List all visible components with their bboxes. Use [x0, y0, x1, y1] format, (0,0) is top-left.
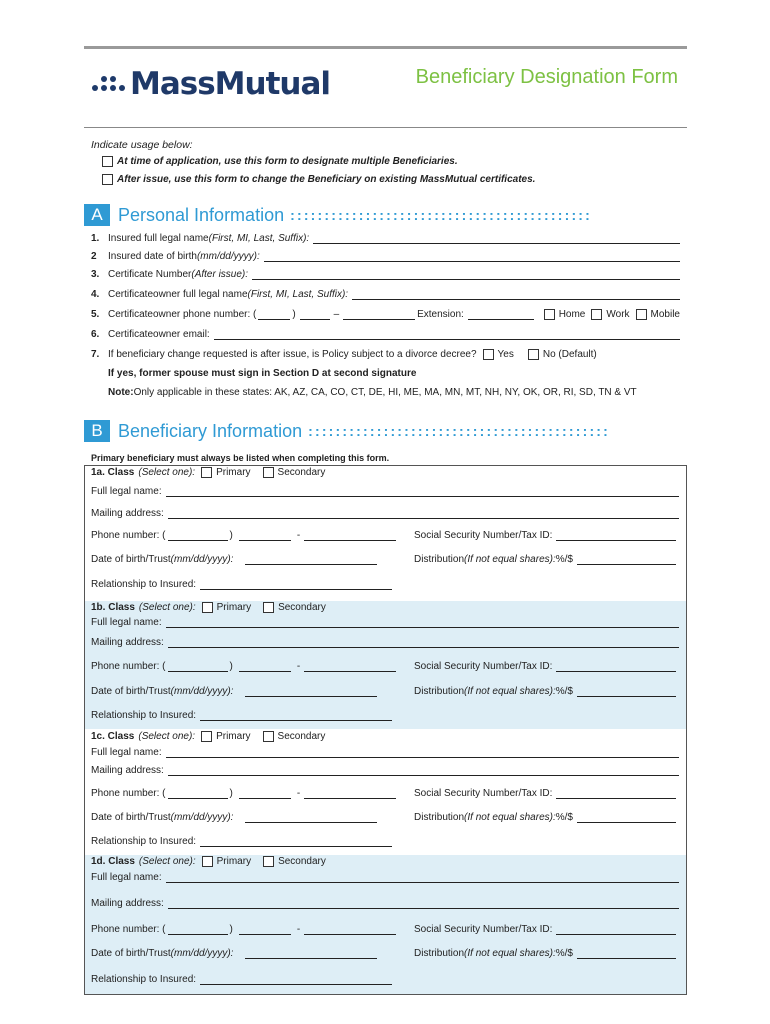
beneficiary-1b-name-input[interactable]: [166, 618, 679, 628]
beneficiary-1c-distribution-input[interactable]: [577, 813, 676, 823]
beneficiary-1d-phone-field: Phone number: ( ) -: [91, 924, 396, 935]
beneficiary-1a-relationship-input[interactable]: [200, 580, 392, 590]
beneficiary-1b-distribution-field: Distribution (If not equal shares): %/$: [414, 686, 676, 697]
logo-wordmark: MassMutual: [130, 66, 331, 102]
usage-after-issue-checkbox[interactable]: [102, 174, 113, 185]
divorce-decree-question: 7. If beneficiary change requested is after issue, is Policy subject to a divorce decree? Yes No (Default): [91, 349, 597, 360]
owner-email-input[interactable]: [214, 330, 680, 340]
beneficiary-1d-name-field: Full legal name:: [91, 872, 679, 883]
beneficiary-1b-dob-input[interactable]: [245, 687, 377, 697]
beneficiary-1a-distribution-field: Distribution (If not equal shares): %/$: [414, 554, 676, 565]
usage-option-application: At time of application, use this form to designate multiple Beneficiaries.: [102, 156, 458, 167]
beneficiary-1d-primary: Primary: [202, 856, 251, 867]
beneficiary-1b-distribution-input[interactable]: [577, 687, 676, 697]
beneficiary-1a-name-field: Full legal name:: [91, 486, 679, 497]
beneficiary-1c-phone-prefix-input[interactable]: [239, 789, 291, 799]
beneficiary-1c-ssn-field: Social Security Number/Tax ID:: [414, 788, 676, 799]
beneficiary-1d-secondary: Secondary: [263, 856, 326, 867]
beneficiary-1d-mailing-field: Mailing address:: [91, 898, 679, 909]
phone-type-mobile: Mobile: [636, 309, 680, 320]
section-b-letter: B: [84, 420, 110, 442]
section-b-title: Beneficiary Information: [118, 420, 303, 441]
phone-work-checkbox[interactable]: [591, 309, 602, 320]
beneficiary-1a-dob-field: Date of birth/Trust (mm/dd/yyyy):: [91, 554, 377, 565]
top-rule: [84, 46, 687, 49]
certificate-number-input[interactable]: [252, 270, 680, 280]
beneficiary-1d-ssn-field: Social Security Number/Tax ID:: [414, 924, 676, 935]
beneficiary-1c-primary: Primary: [201, 731, 250, 742]
section-b-dotted-rule: ::::::::::::::::::::::::::::::::::::::::::::: [308, 423, 611, 439]
beneficiary-1d-distribution-field: Distribution (If not equal shares): %/$: [414, 948, 676, 959]
beneficiary-1b-primary: Primary: [202, 602, 251, 613]
beneficiary-1d-phone-line-input[interactable]: [304, 925, 396, 935]
beneficiary-1b-phone-line-input[interactable]: [304, 662, 396, 672]
beneficiary-1a-ssn-input[interactable]: [556, 531, 676, 541]
beneficiary-1a-phone-area-input[interactable]: [168, 531, 228, 541]
divorce-yes: Yes: [483, 349, 514, 360]
beneficiary-1a-relationship-field: Relationship to Insured:: [91, 579, 392, 590]
beneficiary-1b-phone-prefix-input[interactable]: [239, 662, 291, 672]
beneficiary-1b-secondary-checkbox[interactable]: [263, 602, 274, 613]
beneficiary-1a-phone-prefix-input[interactable]: [239, 531, 291, 541]
phone-type-home: Home: [544, 309, 586, 320]
beneficiary-1d-phone-area-input[interactable]: [168, 925, 228, 935]
beneficiary-1c-distribution-field: Distribution (If not equal shares): %/$: [414, 812, 676, 823]
beneficiary-1b-mailing-input[interactable]: [168, 638, 679, 648]
beneficiary-1c-dob-field: Date of birth/Trust (mm/dd/yyyy):: [91, 812, 377, 823]
beneficiary-1a-class-row: 1a. Class (Select one): Primary Secondary: [91, 467, 326, 478]
section-a-letter: A: [84, 204, 110, 226]
beneficiary-1c-relationship-input[interactable]: [200, 837, 392, 847]
beneficiary-1b-mailing-field: Mailing address:: [91, 637, 679, 648]
beneficiary-1d-primary-checkbox[interactable]: [202, 856, 213, 867]
owner-name-input[interactable]: [352, 290, 680, 300]
beneficiary-1b-phone-area-input[interactable]: [168, 662, 228, 672]
beneficiary-1b-ssn-input[interactable]: [556, 662, 676, 672]
beneficiary-1d-mailing-input[interactable]: [168, 899, 679, 909]
beneficiary-1a-dob-input[interactable]: [245, 555, 377, 565]
beneficiary-1b-ssn-field: Social Security Number/Tax ID:: [414, 661, 676, 672]
beneficiary-1a-mailing-input[interactable]: [168, 509, 679, 519]
beneficiary-1d-distribution-input[interactable]: [577, 949, 676, 959]
insured-name-input[interactable]: [313, 234, 680, 244]
section-a-dotted-rule: ::::::::::::::::::::::::::::::::::::::::::::: [290, 207, 593, 223]
beneficiary-1a-name-input[interactable]: [166, 487, 679, 497]
beneficiary-1a-phone-field: Phone number: ( ) -: [91, 530, 396, 541]
beneficiary-1c-mailing-input[interactable]: [168, 766, 679, 776]
phone-mobile-checkbox[interactable]: [636, 309, 647, 320]
owner-phone-prefix-input[interactable]: [300, 310, 330, 320]
beneficiary-1d-secondary-checkbox[interactable]: [263, 856, 274, 867]
usage-label: Indicate usage below:: [91, 139, 193, 151]
beneficiary-1d-relationship-input[interactable]: [200, 975, 392, 985]
beneficiary-1c-secondary: Secondary: [263, 731, 326, 742]
beneficiary-1b-relationship-field: Relationship to Insured:: [91, 710, 392, 721]
section-a-header: [84, 204, 680, 226]
beneficiary-1a-primary: Primary: [201, 467, 250, 478]
beneficiary-1b-relationship-input[interactable]: [200, 711, 392, 721]
beneficiary-1c-phone-line-input[interactable]: [304, 789, 396, 799]
beneficiary-1b-dob-field: Date of birth/Trust (mm/dd/yyyy):: [91, 686, 377, 697]
beneficiary-1c-name-field: Full legal name:: [91, 747, 679, 758]
beneficiary-1a-primary-checkbox[interactable]: [201, 467, 212, 478]
beneficiary-1d-dob-field: Date of birth/Trust (mm/dd/yyyy):: [91, 948, 377, 959]
form-title: Beneficiary Designation Form: [415, 66, 678, 88]
phone-home-checkbox[interactable]: [544, 309, 555, 320]
insured-dob-field: 2 Insured date of birth (mm/dd/yyyy):: [91, 251, 680, 262]
section-b-header: [84, 420, 694, 442]
beneficiary-1a-mailing-field: Mailing address:: [91, 508, 679, 519]
header-divider: [84, 127, 687, 128]
beneficiary-1a-ssn-field: Social Security Number/Tax ID:: [414, 530, 676, 541]
owner-phone-line-input[interactable]: [343, 310, 415, 320]
beneficiary-1c-class-row: 1c. Class (Select one): Primary Secondary: [91, 731, 326, 742]
usage-option-after-issue: After issue, use this form to change the Beneficiary on existing MassMutual certificates.: [102, 174, 535, 185]
beneficiary-table: [84, 465, 687, 995]
beneficiary-1b-class-row: 1b. Class (Select one): Primary Secondary: [91, 602, 326, 613]
massmutual-logo: [92, 66, 330, 102]
beneficiary-1c-dob-input[interactable]: [245, 813, 377, 823]
owner-phone-extension-input[interactable]: [468, 310, 534, 320]
owner-phone-area-input[interactable]: [258, 310, 290, 320]
beneficiary-1a-phone-line-input[interactable]: [304, 531, 396, 541]
beneficiary-1b-name-field: Full legal name:: [91, 617, 679, 628]
beneficiary-1d-phone-prefix-input[interactable]: [239, 925, 291, 935]
owner-name-field: 4. Certificateowner full legal name (First, MI, Last, Suffix):: [91, 289, 680, 300]
logo-dots-icon: [92, 71, 128, 97]
divorce-yes-checkbox[interactable]: [483, 349, 494, 360]
beneficiary-1a-secondary: Secondary: [263, 467, 326, 478]
beneficiary-1c-primary-checkbox[interactable]: [201, 731, 212, 742]
beneficiary-1d-relationship-field: Relationship to Insured:: [91, 974, 392, 985]
beneficiary-1d-dob-input[interactable]: [245, 949, 377, 959]
beneficiary-1c-ssn-input[interactable]: [556, 789, 676, 799]
insured-name-field: 1. Insured full legal name (First, MI, Last, Suffix):: [91, 233, 680, 244]
phone-type-work: Work: [591, 309, 629, 320]
owner-phone-field: 5. Certificateowner phone number: ( ) – Extension: Home Work Mobile: [91, 309, 680, 320]
section-a-title: Personal Information: [118, 204, 285, 225]
beneficiary-1c-relationship-field: Relationship to Insured:: [91, 836, 392, 847]
beneficiary-1a-secondary-checkbox[interactable]: [263, 467, 274, 478]
certificate-number-field: 3. Certificate Number (After issue):: [91, 269, 680, 280]
beneficiary-1c-secondary-checkbox[interactable]: [263, 731, 274, 742]
beneficiary-1b-primary-checkbox[interactable]: [202, 602, 213, 613]
beneficiary-1d-class-row: 1d. Class (Select one): Primary Secondary: [91, 856, 326, 867]
beneficiary-1c-phone-field: Phone number: ( ) -: [91, 788, 396, 799]
beneficiary-1c-phone-area-input[interactable]: [168, 789, 228, 799]
usage-application-checkbox[interactable]: [102, 156, 113, 167]
beneficiary-1d-name-input[interactable]: [166, 873, 679, 883]
states-note: Note: Only applicable in these states: AK, AZ, CA, CO, CT, DE, HI, ME, MA, MN, MT, NH, NY, OK, OR, RI, SD, TN & VT: [108, 387, 637, 398]
beneficiary-1d-ssn-input[interactable]: [556, 925, 676, 935]
beneficiary-1b-phone-field: Phone number: ( ) -: [91, 661, 396, 672]
insured-dob-input[interactable]: [264, 252, 680, 262]
primary-beneficiary-note: Primary beneficiary must always be listed when completing this form.: [91, 453, 390, 463]
former-spouse-note: If yes, former spouse must sign in Section D at second signature: [108, 368, 417, 379]
beneficiary-1b-secondary: Secondary: [263, 602, 326, 613]
divorce-no: No (Default): [528, 349, 597, 360]
owner-email-field: 6. Certificateowner email:: [91, 329, 680, 340]
beneficiary-1c-name-input[interactable]: [166, 748, 679, 758]
beneficiary-1c-mailing-field: Mailing address:: [91, 765, 679, 776]
divorce-no-checkbox[interactable]: [528, 349, 539, 360]
beneficiary-1a-distribution-input[interactable]: [577, 555, 676, 565]
